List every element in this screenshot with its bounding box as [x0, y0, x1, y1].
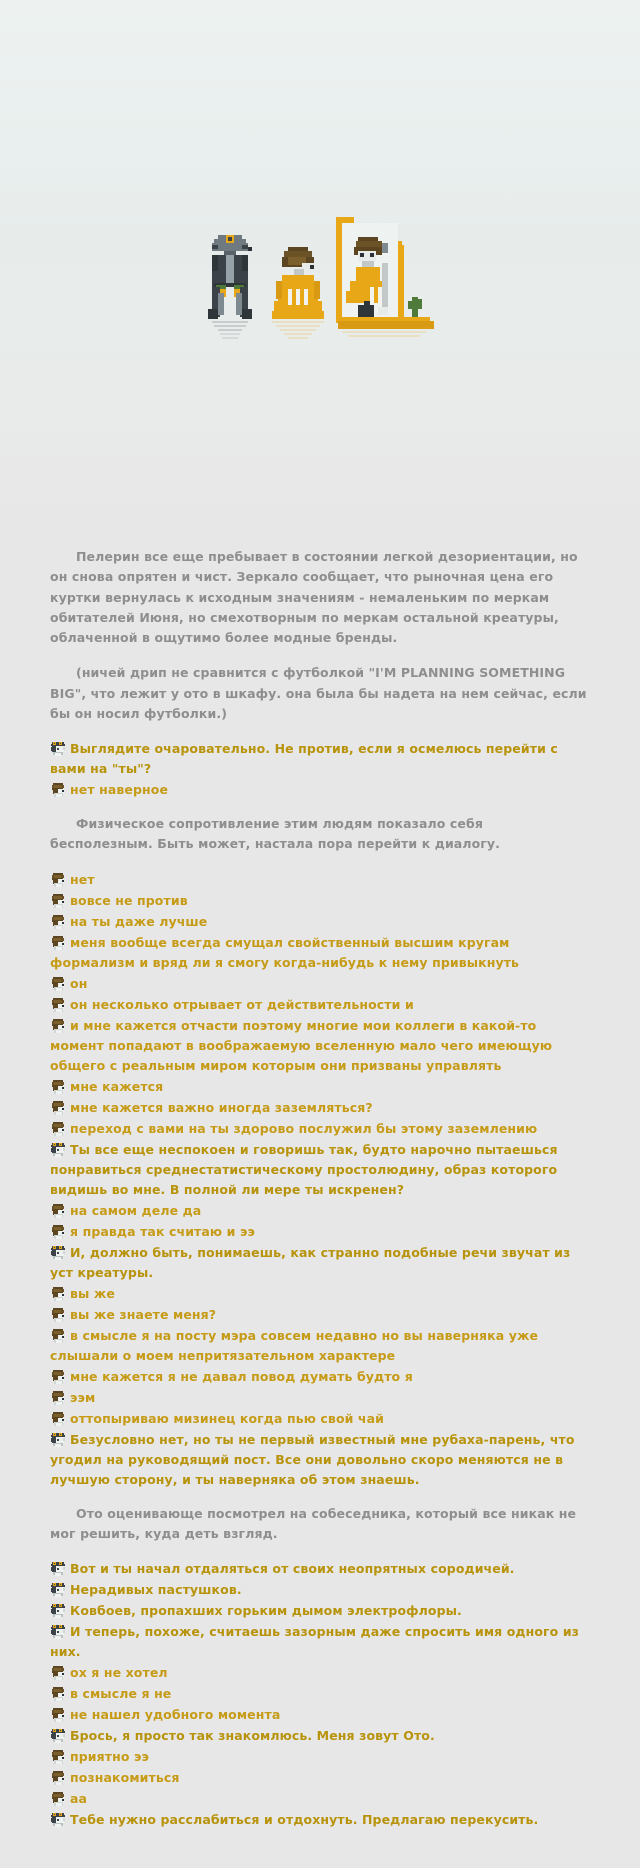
dialogue-line-oto [50, 1140, 590, 1200]
dialogue-line-pelerin [50, 1705, 590, 1725]
dialogue-text: приятно ээ [70, 1749, 150, 1764]
pelerin-avatar [50, 1079, 67, 1095]
scene-illustration [0, 0, 640, 519]
mirror-with-reflection [336, 217, 434, 329]
dialogue-text: И теперь, похоже, считаешь зазорным даже спросить имя одного из них. [50, 1624, 580, 1659]
pelerin-avatar [50, 893, 67, 909]
pelerin-avatar [50, 872, 67, 888]
dialogue-text: Нерадивых пастушков. [70, 1582, 242, 1597]
dialogue-line-pelerin [50, 1409, 590, 1429]
pelerin-avatar [50, 1665, 67, 1681]
pelerin-avatar [50, 914, 67, 930]
pelerin-avatar [50, 782, 67, 798]
dialogue-text: оттопыриваю мизинец когда пью свой чай [70, 1410, 385, 1426]
dialogue-text: Вот и ты начал отдаляться от своих неопрятных сородичей. [70, 1561, 515, 1576]
dialogue-block-3 [50, 1559, 590, 1830]
dialogue-text: не нашел удобного момента [70, 1707, 281, 1722]
dialogue-text: на ты даже лучше [70, 913, 208, 929]
dialogue-line-pelerin [50, 1201, 590, 1221]
story-content [0, 519, 640, 1868]
dialogue-text: я правда так считаю и ээ [70, 1223, 255, 1239]
oto-goggles-avatar [50, 1582, 67, 1598]
pelerin-avatar [50, 1121, 67, 1137]
dialogue-line-oto [50, 1622, 590, 1662]
pelerin-avatar [50, 1018, 67, 1034]
pixel-art-characters [190, 205, 450, 365]
pelerin-avatar [50, 1791, 67, 1807]
oto-goggles-avatar [50, 1142, 67, 1158]
pelerin-avatar [50, 1286, 67, 1302]
narration-paragraph-3: Физическое сопротивление этим людям показало себя бесполезным. Быть может, настала пора перейти к диалогу. [50, 816, 501, 852]
pelerin-avatar [50, 1224, 67, 1240]
pelerin-avatar [50, 935, 67, 951]
pelerin-avatar [50, 1411, 67, 1427]
dialogue-line-pelerin [50, 891, 590, 911]
dialogue-block-1 [50, 739, 590, 800]
dialogue-line-pelerin [50, 1222, 590, 1242]
pelerin-avatar [50, 1369, 67, 1385]
dialogue-line-pelerin [50, 780, 590, 800]
dialogue-line-pelerin [50, 912, 590, 932]
dialogue-line-pelerin [50, 933, 590, 973]
dialogue-line-pelerin [50, 1098, 590, 1118]
dialogue-line-pelerin [50, 1768, 590, 1788]
dialogue-text: и мне кажется отчасти поэтому многие мои коллеги в какой-то момент попадают в воображаемую вселенную мало чего имеющую общего с реальным миром которым они призваны управлять [50, 1017, 553, 1073]
dialogue-line-pelerin [50, 1284, 590, 1304]
oto-goggles-avatar [50, 1728, 67, 1744]
pelerin-avatar [50, 1390, 67, 1406]
dialogue-text: он [70, 975, 88, 991]
dialogue-text: Выглядите очаровательно. Не против, если я осмелюсь перейти с вами на "ты"? [50, 741, 558, 776]
dialogue-text: Ковбоев, пропахших горьким дымом электрофлоры. [70, 1603, 462, 1618]
dialogue-block-2 [50, 870, 590, 1490]
pelerin-avatar [50, 1203, 67, 1219]
dialogue-line-pelerin [50, 1119, 590, 1139]
dialogue-line-pelerin [50, 1305, 590, 1325]
pelerin-avatar [50, 976, 67, 992]
dialogue-text: И, должно быть, понимаешь, как странно подобные речи звучат из уст креатуры. [50, 1244, 571, 1280]
oto-goggles-avatar [50, 1812, 67, 1828]
narration-paragraph-2: (ничей дрип не сравнится с футболкой "I'M PLANNING SOMETHING BIG", что лежит у ото в шкафу. она была бы надета на нем сейчас, если бы он носил футболки.) [50, 665, 587, 721]
dialogue-text: мне кажется [70, 1078, 164, 1094]
oto-goggles-avatar [50, 1603, 67, 1619]
pelerin-avatar [50, 1100, 67, 1116]
dialogue-line-oto [50, 1430, 590, 1490]
dialogue-line-pelerin [50, 1663, 590, 1683]
dialogue-text: нет [70, 871, 95, 887]
pelerin-avatar [50, 1686, 67, 1702]
dialogue-text: меня вообще всегда смущал свойственный высшим кругам формализм и вряд ли я смогу когда-нибудь к нему привыкнуть [50, 934, 520, 970]
dialogue-line-pelerin [50, 1016, 590, 1076]
dialogue-line-oto [50, 1243, 590, 1283]
dialogue-text: вы же знаете меня? [70, 1306, 217, 1322]
pelerin-avatar [50, 1770, 67, 1786]
dialogue-text: вы же [70, 1285, 115, 1301]
oto-goggles-avatar [50, 1245, 67, 1261]
character-pelerin [272, 247, 324, 319]
dialogue-text: аа [70, 1791, 88, 1806]
dialogue-text: в смысле я не [70, 1686, 172, 1701]
dialogue-line-oto [50, 1726, 590, 1746]
dialogue-line-pelerin [50, 1077, 590, 1097]
dialogue-line-oto [50, 739, 590, 779]
pelerin-avatar [50, 1749, 67, 1765]
dialogue-text: в смысле я на посту мэра совсем недавно но вы наверняка уже слышали о моем непритязательном характере [50, 1327, 539, 1363]
dialogue-text: нет наверное [70, 782, 169, 797]
oto-goggles-avatar [50, 1624, 67, 1640]
dialogue-line-pelerin [50, 995, 590, 1015]
dialogue-text: Брось, я просто так знакомлюсь. Меня зовут Ото. [70, 1728, 435, 1743]
pelerin-avatar [50, 997, 67, 1013]
dialogue-text: познакомиться [70, 1770, 180, 1785]
dialogue-text: ээм [70, 1389, 96, 1405]
dialogue-line-pelerin [50, 1326, 590, 1366]
narration-paragraph-4: Ото оценивающе посмотрел на собеседника, который все никак не мог решить, куда деть взгляд. [50, 1505, 577, 1541]
dialogue-line-pelerin [50, 1747, 590, 1767]
dialogue-line-pelerin [50, 1367, 590, 1387]
dialogue-line-oto [50, 1810, 590, 1830]
dialogue-text: он несколько отрывает от действительности и [70, 996, 414, 1012]
dialogue-line-oto [50, 1580, 590, 1600]
dialogue-line-oto [50, 1559, 590, 1579]
dialogue-text: мне кажется я не давал повод думать будто я [70, 1368, 413, 1384]
pelerin-avatar [50, 1328, 67, 1344]
dialogue-line-pelerin [50, 1388, 590, 1408]
pelerin-avatar [50, 1307, 67, 1323]
character-armored-figure [208, 235, 252, 319]
dialogue-text: Тебе нужно расслабиться и отдохнуть. Предлагаю перекусить. [70, 1812, 539, 1827]
dialogue-line-oto [50, 1601, 590, 1621]
dialogue-text: на самом деле да [70, 1202, 202, 1218]
dialogue-text: ох я не хотел [70, 1665, 168, 1680]
dialogue-line-pelerin [50, 1789, 590, 1809]
dialogue-text: Безусловно нет, но ты не первый известный мне рубаха-парень, что угодил на руководящий пост. Все они довольно скоро меняются не в лучшую сторону, и ты наверняка об этом знаешь. [50, 1431, 575, 1487]
oto-goggles-avatar [50, 1432, 67, 1448]
narration-paragraph-1: Пелерин все еще пребывает в состоянии легкой дезориентации, но он снова опрятен и чист. Зеркало сообщает, что рыночная цена его куртки вернулась к исходным значениям - немаленьким по меркам обитателей Июня, но смехотворным по меркам остальной креатуры, облаченной в ощутимо более модные бренды. [50, 549, 578, 645]
dialogue-line-pelerin [50, 974, 590, 994]
dialogue-line-pelerin [50, 870, 590, 890]
dialogue-line-pelerin [50, 1684, 590, 1704]
oto-goggles-avatar [50, 741, 67, 757]
dialogue-text: мне кажется важно иногда заземляться? [70, 1099, 373, 1115]
oto-goggles-avatar [50, 1561, 67, 1577]
pelerin-avatar [50, 1707, 67, 1723]
dialogue-text: Ты все еще неспокоен и говоришь так, будто нарочно пытаешься понравиться среднестатистическому простолюдину, образ которого видишь во мне. В полной ли мере ты искренен? [50, 1141, 558, 1197]
dialogue-text: переход с вами на ты здорово послужил бы этому заземлению [70, 1120, 538, 1136]
dialogue-text: вовсе не против [70, 892, 188, 908]
